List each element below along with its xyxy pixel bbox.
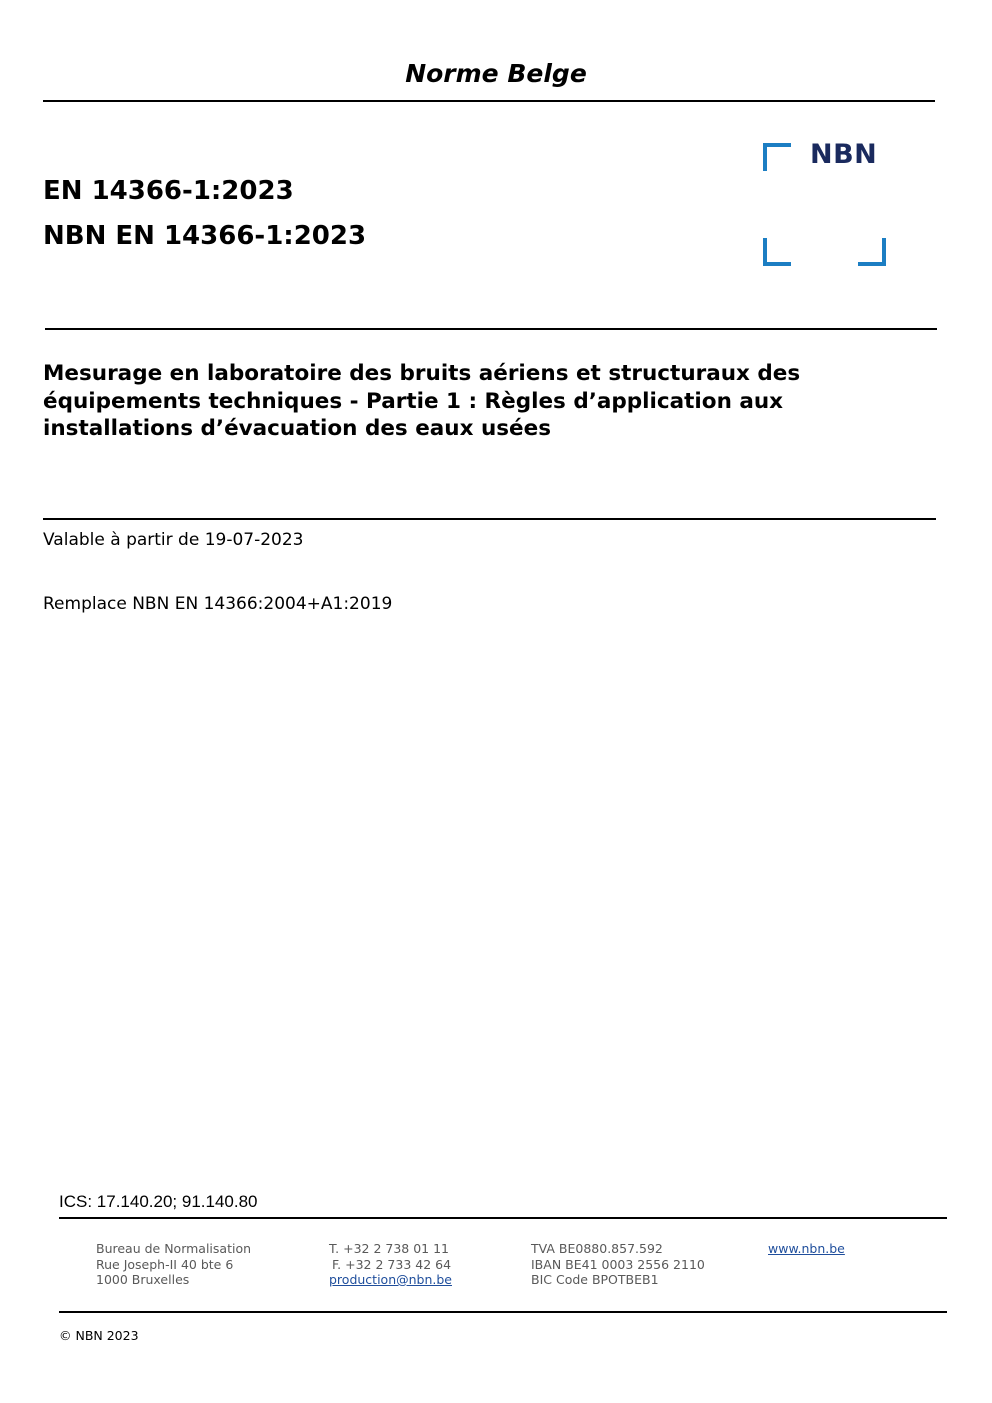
nbn-logo: [760, 140, 890, 264]
footer-bottom-divider: [59, 1311, 947, 1313]
vat-number: TVA BE0880.857.592: [531, 1241, 663, 1256]
copyright-notice: © NBN 2023: [59, 1328, 139, 1343]
logo-corner-bottom-left: [763, 238, 791, 266]
footer-address: [96, 1241, 251, 1288]
website-link[interactable]: www.nbn.be: [768, 1241, 845, 1256]
valid-from-text: Valable à partir de 19-07-2023: [43, 530, 304, 550]
logo-corner-top-left: [763, 143, 791, 171]
footer-top-divider: [59, 1217, 947, 1219]
standard-title: Mesurage en laboratoire des bruits aériens et structuraux des équipements techniques - Partie 1 : Règles d’application aux installations d’évacuation des eaux usées: [43, 361, 801, 441]
header-divider: [43, 100, 935, 102]
iban-number: IBAN BE41 0003 2556 2110: [531, 1256, 705, 1272]
address-line-city: 1000 Bruxelles: [96, 1272, 190, 1287]
ics-codes: ICS: 17.140.20; 91.140.80: [59, 1192, 258, 1211]
footer-web: [768, 1241, 845, 1257]
code-divider: [45, 328, 937, 330]
replaces-text: Remplace NBN EN 14366:2004+A1:2019: [43, 594, 393, 614]
address-line-org: Bureau de Normalisation: [96, 1241, 252, 1256]
footer-banking: [531, 1241, 705, 1288]
title-divider: [43, 518, 936, 520]
document-type-title: Norme Belge: [405, 59, 587, 88]
address-line-street: Rue Joseph-II 40 bte 6: [96, 1256, 234, 1272]
logo-corner-bottom-right: [858, 238, 886, 266]
fax-number: F. +32 2 733 42 64: [332, 1256, 452, 1272]
logo-wordmark: NBN: [810, 139, 878, 170]
footer-contact: [329, 1241, 452, 1288]
email-link[interactable]: production@nbn.be: [329, 1272, 452, 1287]
nbn-standard-code: NBN EN 14366-1:2023: [43, 221, 367, 251]
en-standard-code: EN 14366-1:2023: [43, 176, 294, 206]
bic-code: BIC Code BPOTBEB1: [531, 1272, 659, 1287]
phone-number: T. +32 2 738 01 11: [329, 1241, 449, 1256]
